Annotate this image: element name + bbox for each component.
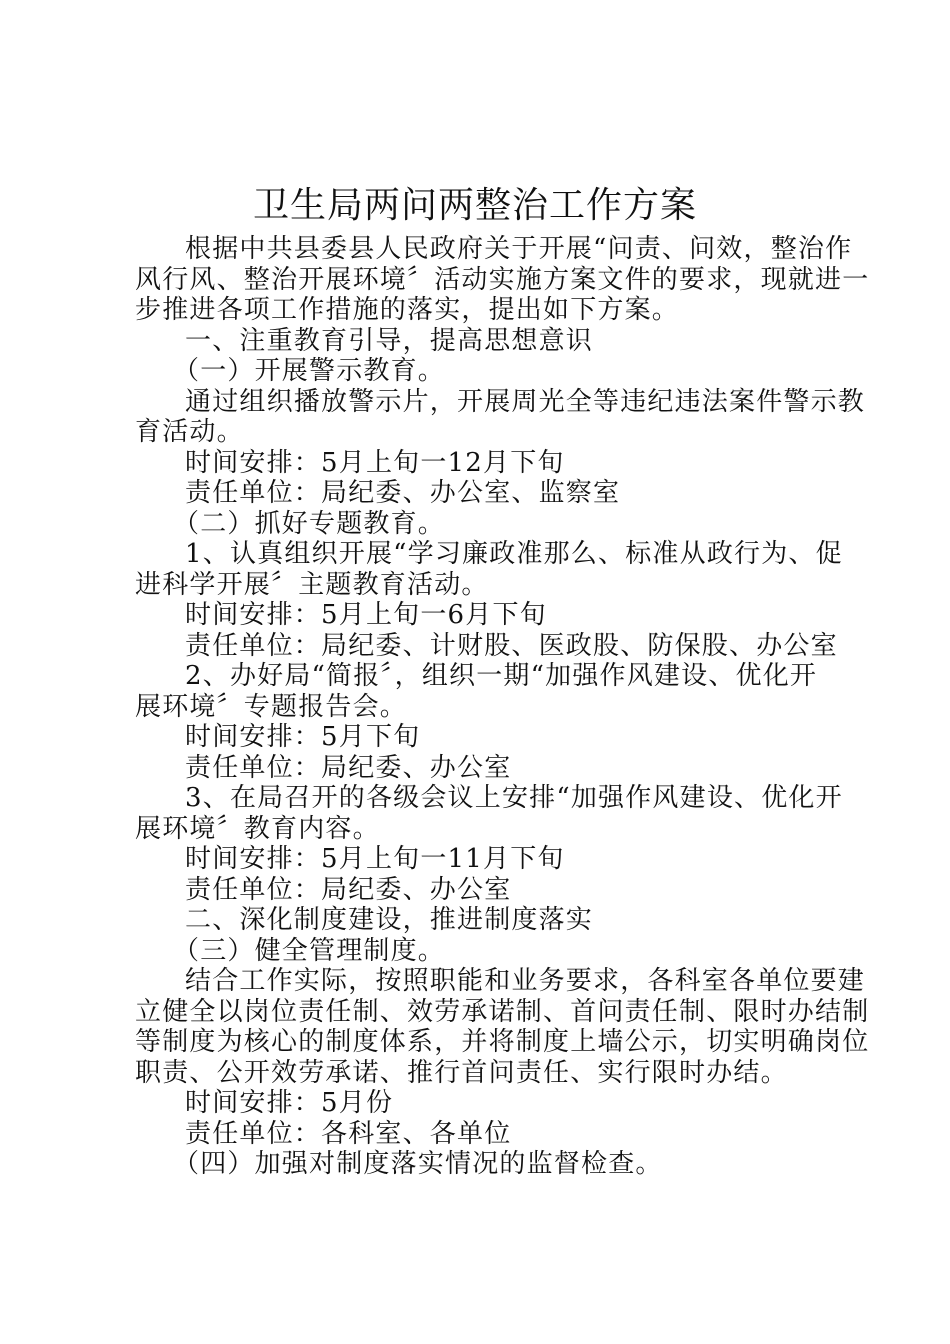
paragraph-line: 结合工作实际，按照职能和业务要求，各科室各单位要建 (185, 966, 866, 996)
paragraph-line: 责任单位：局纪委、办公室 (185, 874, 512, 905)
paragraph-line: 3、在局召开的各级会议上安排“加强作风建设、优化开 (185, 783, 843, 813)
paragraph-line: 责任单位：局纪委、办公室 (185, 752, 512, 783)
paragraph-line: 时间安排：5月下旬 (185, 722, 421, 752)
paragraph-line: （二）抓好专题教育。 (173, 508, 446, 539)
document-title: 卫生局两问两整治工作方案 (252, 185, 697, 226)
paragraph-line: 步推进各项工作措施的落实，提出如下方案。 (135, 295, 680, 325)
paragraph-line: 时间安排：5月份 (185, 1088, 394, 1118)
paragraph-line: 展环境〞教育内容。 (135, 813, 380, 844)
paragraph-line: 时间安排：5月上旬一12月下旬 (185, 447, 565, 478)
paragraph-line: （一）开展警示教育。 (173, 356, 446, 386)
paragraph-line: 等制度为核心的制度体系，并将制度上墙公示，切实明确岗位 (135, 1027, 870, 1057)
paragraph-line: 一、注重教育引导，提高思想意识 (185, 325, 594, 356)
paragraph-line: 1、认真组织开展“学习廉政准那么、标准从政行为、促 (185, 539, 843, 569)
paragraph-line: 通过组织播放警示片，开展周光全等违纪违法案件警示教 (185, 386, 866, 417)
paragraph-line: 责任单位：局纪委、办公室、监察室 (185, 478, 621, 508)
paragraph-line: （四）加强对制度落实情况的监督检查。 (173, 1149, 663, 1179)
paragraph-line: 时间安排：5月上旬一6月下旬 (185, 600, 547, 630)
paragraph-line: 展环境〞专题报告会。 (135, 691, 408, 722)
paragraph-line: 立健全以岗位责任制、效劳承诺制、首问责任制、限时办结制 (135, 996, 870, 1027)
paragraph-line: 职责、公开效劳承诺、推行首问责任、实行限时办结。 (135, 1057, 788, 1088)
paragraph-line: 根据中共县委县人民政府关于开展“问责、问效，整治作 (185, 234, 853, 264)
paragraph-line: 育活动。 (135, 417, 244, 447)
paragraph-line: 2、办好局“简报〞，组织一期“加强作风建设、优化开 (185, 661, 818, 691)
paragraph-line: 风行风、整治开展环境〞活动实施方案文件的要求，现就进一 (135, 264, 870, 295)
paragraph-line: 责任单位：局纪委、计财股、医政股、防保股、办公室 (185, 630, 838, 661)
paragraph-line: 进科学开展〞主题教育活动。 (135, 569, 489, 600)
paragraph-line: 二、深化制度建设，推进制度落实 (185, 905, 594, 935)
paragraph-line: 责任单位：各科室、各单位 (185, 1118, 512, 1149)
document-body (135, 234, 870, 1180)
paragraph-line: 时间安排：5月上旬一11月下旬 (185, 844, 565, 874)
paragraph-line: （三）健全管理制度。 (173, 935, 446, 966)
